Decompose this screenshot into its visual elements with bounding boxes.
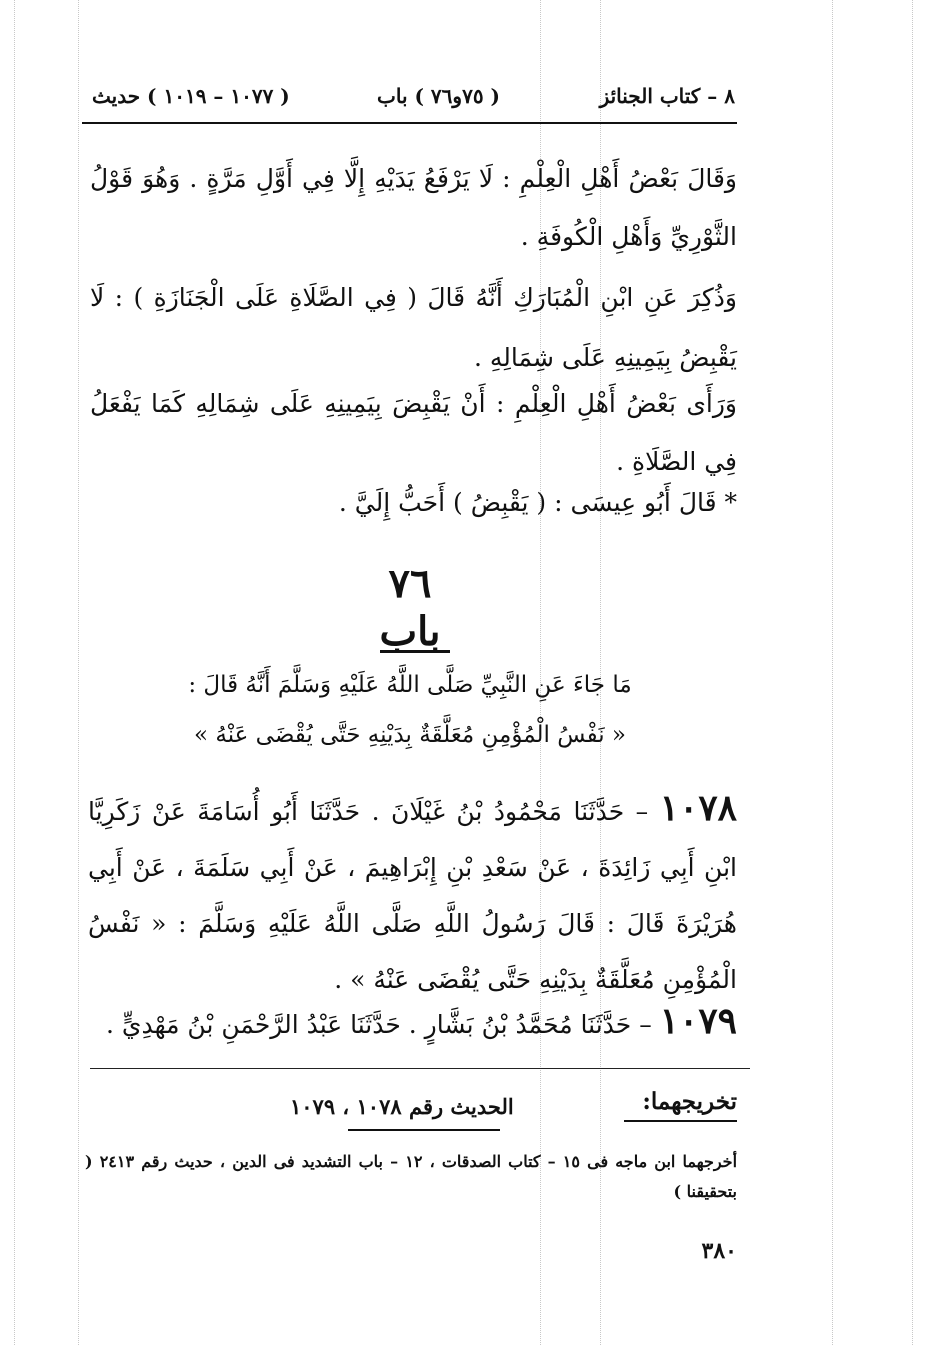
chapter-number: ٧٦: [388, 560, 432, 607]
hadith-1079: [106, 1000, 737, 1042]
page-number: ٣٨٠: [701, 1238, 737, 1264]
hadith-1078: [88, 780, 737, 1008]
hadith-number: ١٠٧٨: [659, 787, 737, 829]
abu-isa-note: * قَالَ أَبُو عِيسَى : ( يَقْبِضُ ) أَحَبُّ إِلَيَّ .: [338, 488, 737, 517]
hadith-number: ١٠٧٩: [659, 1000, 737, 1042]
header-rule: [82, 122, 737, 124]
chapter-word: باب: [379, 608, 441, 655]
scan-guide-line: [832, 0, 833, 1345]
chapter-title-line-2: « نَفْسُ الْمُؤْمِنِ مُعَلَّقَةٌ بِدَيْنِهِ حَتَّى يُقْضَى عَنْهُ »: [193, 722, 626, 748]
header-book-title: ٨ – كتاب الجنائز: [599, 84, 735, 108]
header-hadith-range: ( ١٠٧٧ – ١٠١٩ ) حديث: [92, 84, 290, 108]
takhrij-label-underline: [624, 1120, 737, 1122]
chapter-underline: [380, 650, 450, 653]
scan-guide-line: [912, 0, 913, 1345]
takhrij-label: تخريجهما:: [642, 1088, 737, 1115]
takhrij-underline: [348, 1129, 500, 1131]
takhrij-reference: الحديث رقم ١٠٧٨ ، ١٠٧٩: [290, 1094, 514, 1119]
paragraph-2: وَذُكِرَ عَنِ ابْنِ الْمُبَارَكِ أَنَّهُ قَالَ ( فِي الصَّلَاةِ عَلَى الْجَنَازَةِ ) : لَا يَقْبِضُ بِيَمِينِهِ عَلَى شِمَالِهِ .: [90, 283, 737, 372]
footnote-separator: [90, 1068, 750, 1069]
running-header: [82, 84, 735, 116]
hadith-text: – حَدَّثَنَا مُحَمَّدُ بْنُ بَشَّارٍ . حَدَّثَنَا عَبْدُ الرَّحْمَنِ بْنُ مَهْدِيٍّ .: [105, 1010, 660, 1039]
paragraph-3: وَرَأَى بَعْضُ أَهْلِ الْعِلْمِ : أَنْ يَقْبِضَ بِيَمِينِهِ عَلَى شِمَالِهِ كَمَا يَفْعَلُ فِي الصَّلَاةِ .: [90, 389, 737, 476]
takhrij-note: أخرجهما ابن ماجه فى ١٥ – كتاب الصدقات ، ١٢ – باب التشديد فى الدين ، حديث رقم ٢٤١٣ ( بتحقيقنا ): [85, 1152, 738, 1201]
hadith-text: – حَدَّثَنَا مَحْمُودُ بْنُ غَيْلَانَ . حَدَّثَنَا أَبُو أُسَامَةَ عَنْ زَكَرِيَّا ابْنِ أَبِي زَائِدَةَ ، عَنْ سَعْدِ بْنِ إِبْرَاهِيمَ ، عَنْ أَبِي سَلَمَةَ ، عَنْ أَبِي هُرَيْرَةَ قَالَ : قَالَ رَسُولُ اللَّهِ صَلَّى اللَّهُ عَلَيْهِ وَسَلَّمَ : « نَفْسُ الْمُؤْمِنِ مُعَلَّقَةٌ بِدَيْنِهِ حَتَّى يُقْضَى عَنْهُ » .: [88, 797, 737, 994]
chapter-title-line-1: مَا جَاءَ عَنِ النَّبِيِّ صَلَّى اللَّهُ عَلَيْهِ وَسَلَّمَ أَنَّهُ قَالَ :: [188, 672, 632, 698]
paragraph-1: وَقَالَ بَعْضُ أَهْلِ الْعِلْمِ : لَا يَرْفَعُ يَدَيْهِ إِلَّا فِي أَوَّلِ مَرَّةٍ . وَهُوَ قَوْلُ الثَّوْرِيِّ وَأَهْلِ الْكُوفَةِ .: [90, 164, 737, 251]
header-chapters: ( ٧٥و٧٦ ) باب: [377, 84, 500, 108]
